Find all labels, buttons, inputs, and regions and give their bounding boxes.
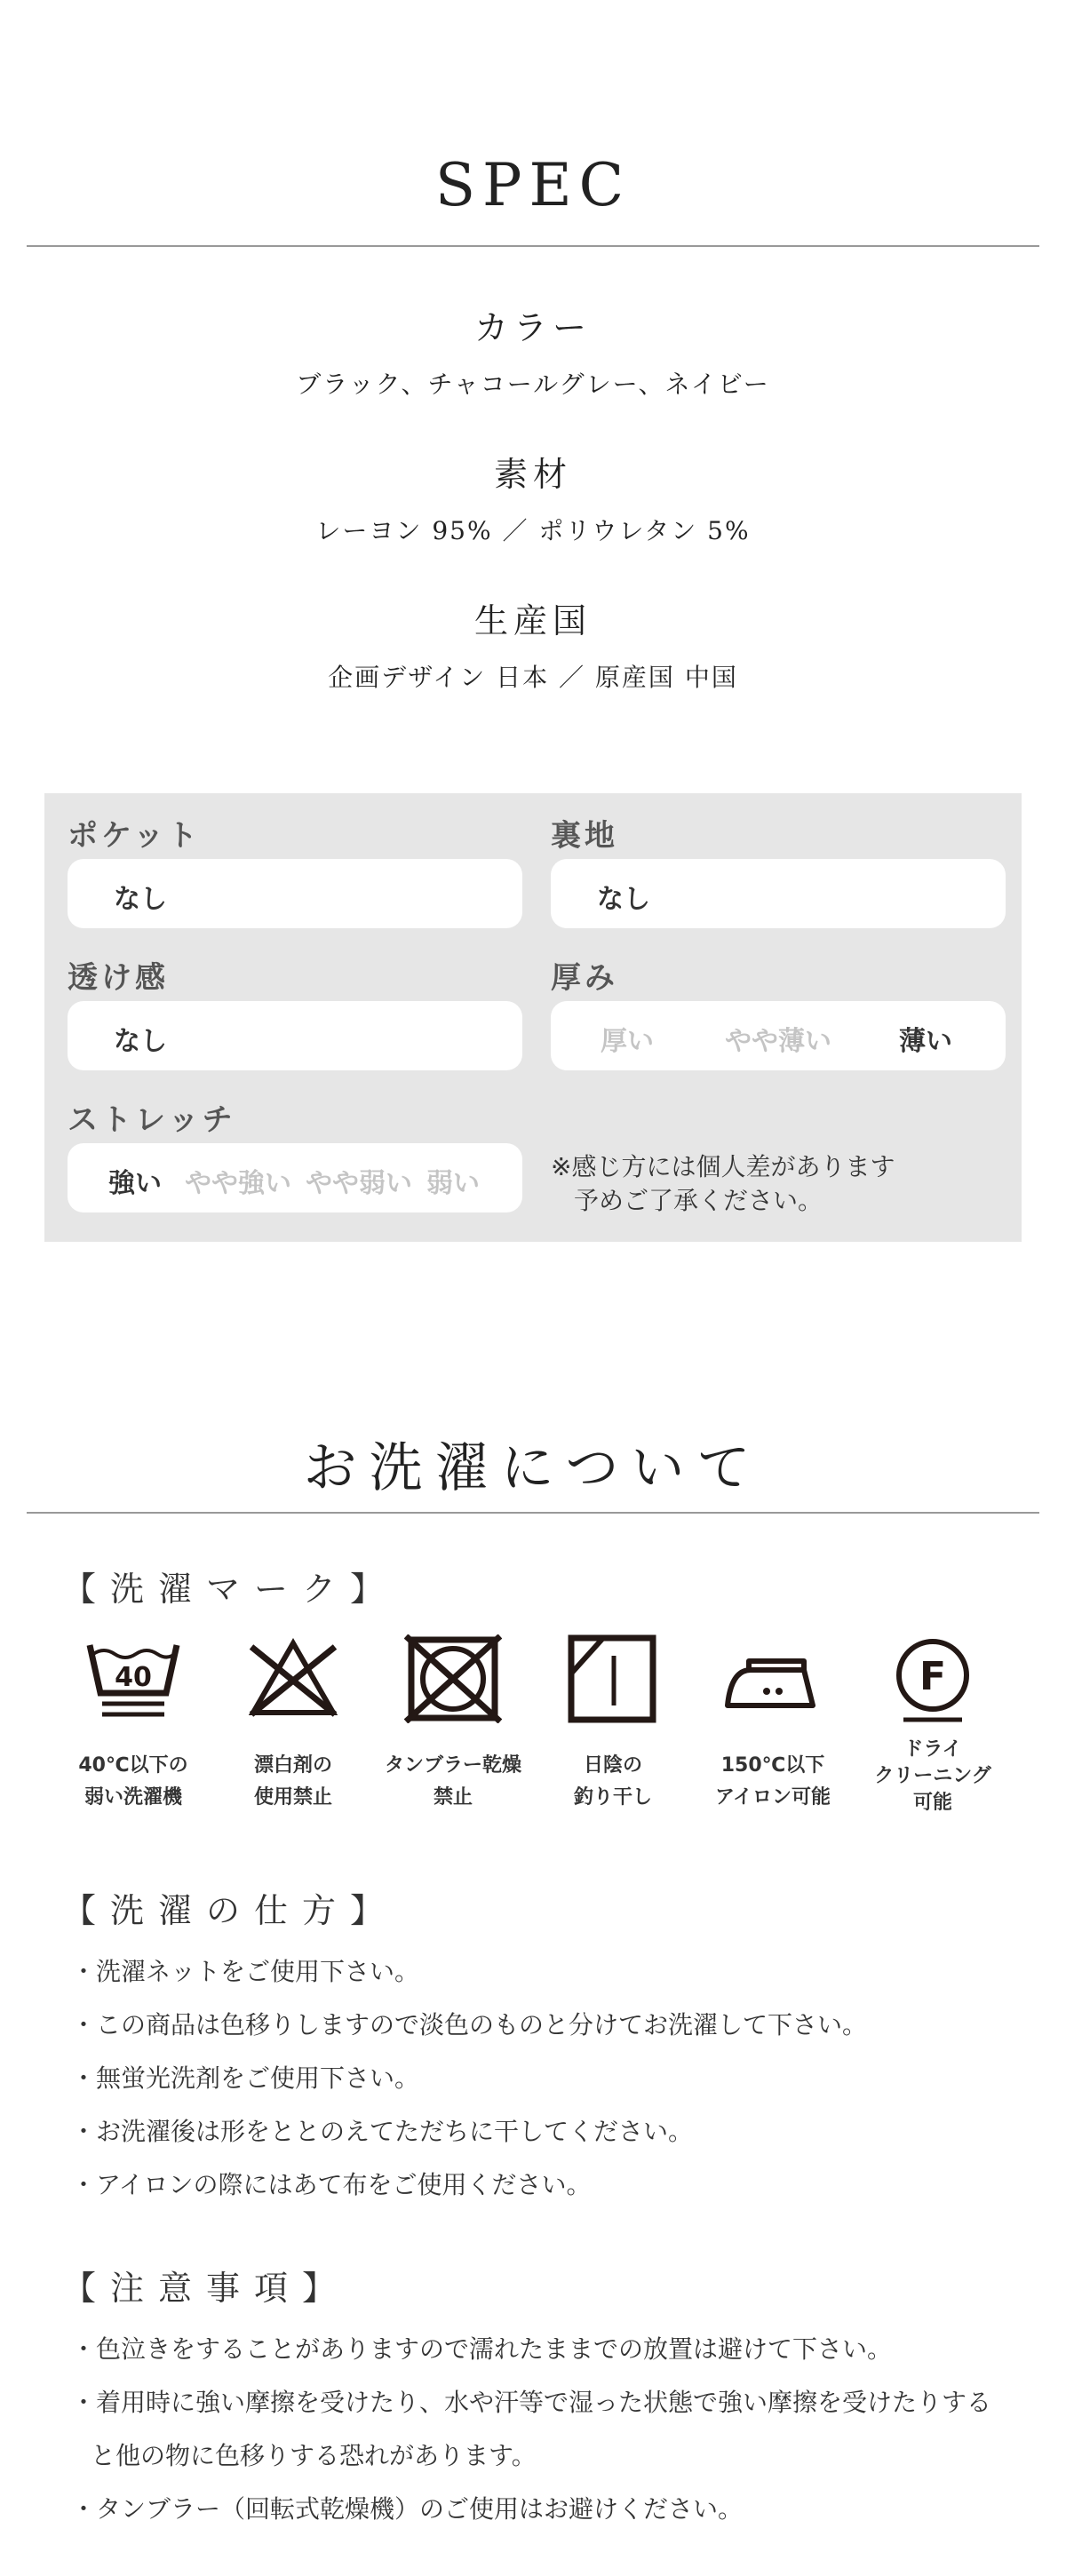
method-heading: 【洗濯の仕方】 <box>62 1891 399 1930</box>
caution-item: ・着用時に強い摩擦を受けたり、水や汗等で湿った状態で強い摩擦を受けたりする <box>71 2388 992 2417</box>
feel-note-line2: 予めご了承ください。 <box>574 1186 823 1215</box>
thickness-option-thin: 薄い <box>899 1026 952 1057</box>
method-item: ・お洗濯後は形をととのえてただちに干してください。 <box>71 2117 694 2146</box>
care-marks-heading: 【洗濯マーク】 <box>62 1570 399 1609</box>
spec-title: SPEC <box>434 151 632 219</box>
washing-divider <box>27 1512 1039 1514</box>
feel-note <box>551 1150 895 1218</box>
care-caption-line: 弱い洗濯機 <box>84 1786 182 1809</box>
thickness-option-slightly-thin: やや薄い <box>725 1026 831 1057</box>
care-caption-line: 可能 <box>912 1792 952 1814</box>
thickness-scale <box>551 1001 1006 1070</box>
spec-origin-value: 企画デザイン 日本 ／ 原産国 中国 <box>328 663 738 692</box>
care-caption <box>373 1750 533 1814</box>
lining-value: なし <box>597 884 650 915</box>
method-item: ・アイロンの際にはあて布をご使用ください。 <box>71 2170 592 2199</box>
method-list <box>71 1945 1013 2212</box>
dry-clean-f-icon <box>884 1634 982 1723</box>
caution-item-continued: と他の物に色移りする恐れがあります。 <box>91 2441 537 2470</box>
lining-box <box>551 859 1006 928</box>
caution-item: ・色泣きをすることがありますので濡れたままでの放置は避けて下さい。 <box>71 2334 893 2364</box>
spec-origin <box>0 593 1066 694</box>
pocket-label: ポケット <box>68 818 202 854</box>
no-tumble-dry-icon <box>404 1634 502 1723</box>
care-caption <box>53 1750 213 1814</box>
spec-color-value: ブラック、チャコールグレー、ネイビー <box>296 370 770 399</box>
stretch-label: ストレッチ <box>68 1102 236 1138</box>
spec-material-value: レーヨン 95% ／ ポリウレタン 5% <box>315 516 751 545</box>
care-caption <box>693 1750 853 1814</box>
care-caption-line: 使用禁止 <box>253 1786 332 1809</box>
no-bleach-icon <box>244 1634 342 1723</box>
thickness-option-thick: 厚い <box>601 1026 654 1057</box>
caution-heading: 【注意事項】 <box>62 2269 351 2308</box>
caution-item: ・タンブラー（回転式乾燥機）のご使用はお避けください。 <box>71 2494 744 2524</box>
care-caption-line: アイロン可能 <box>714 1786 831 1809</box>
method-item: ・無蛍光洗剤をご使用下さい。 <box>71 2063 420 2093</box>
shade-line-dry-icon <box>564 1634 662 1723</box>
method-item: ・洗濯ネットをご使用下さい。 <box>71 1957 420 1986</box>
attributes-panel <box>44 793 1022 1242</box>
spec-material-heading: 素材 <box>493 455 572 494</box>
care-caption-line: ドライ <box>903 1738 962 1761</box>
care-caption-line: 150℃以下 <box>720 1754 825 1777</box>
stretch-scale <box>68 1143 522 1212</box>
care-caption-line: 釣り干し <box>573 1786 652 1809</box>
stretch-option-slightly-strong: やや強い <box>185 1168 291 1199</box>
stretch-option-strong: 強い <box>108 1168 162 1199</box>
stretch-option-weak: 弱い <box>426 1168 480 1199</box>
spec-color <box>0 300 1066 401</box>
care-caption <box>213 1750 373 1814</box>
method-item: ・この商品は色移りしますので淡色のものと分けてお洗濯して下さい。 <box>71 2010 868 2039</box>
iron-150-icon <box>724 1634 822 1723</box>
care-caption-line: タンブラー乾燥 <box>384 1754 521 1777</box>
spec-divider <box>27 245 1039 247</box>
care-caption-line: 日陰の <box>583 1754 642 1777</box>
thickness-label: 厚み <box>551 960 618 996</box>
spec-origin-heading: 生産国 <box>473 601 592 640</box>
care-caption-line: 禁止 <box>433 1786 473 1809</box>
lining-label: 裏地 <box>551 818 618 854</box>
stretch-option-slightly-weak: やや弱い <box>306 1168 412 1199</box>
care-caption <box>533 1750 693 1814</box>
caution-list <box>71 2323 1013 2536</box>
pocket-value: なし <box>114 884 167 915</box>
care-caption-line: 漂白剤の <box>253 1754 332 1777</box>
wash-temp-label: 40 <box>115 1662 152 1693</box>
sheerness-label: 透け感 <box>68 960 169 996</box>
sheerness-value: なし <box>114 1026 167 1057</box>
spec-material <box>0 447 1066 547</box>
feel-note-line1: ※感じ方には個人差があります <box>551 1152 895 1181</box>
dry-clean-letter: F <box>919 1654 947 1699</box>
wash-40-gentle-icon <box>84 1634 182 1723</box>
washing-title: お洗濯について <box>303 1437 763 1499</box>
sheerness-box <box>68 1001 522 1070</box>
spec-color-heading: カラー <box>473 308 592 347</box>
care-caption-line: 40℃以下の <box>78 1754 188 1777</box>
care-caption-line: クリーニング <box>874 1765 991 1787</box>
pocket-box <box>68 859 522 928</box>
care-caption <box>853 1737 1013 1817</box>
